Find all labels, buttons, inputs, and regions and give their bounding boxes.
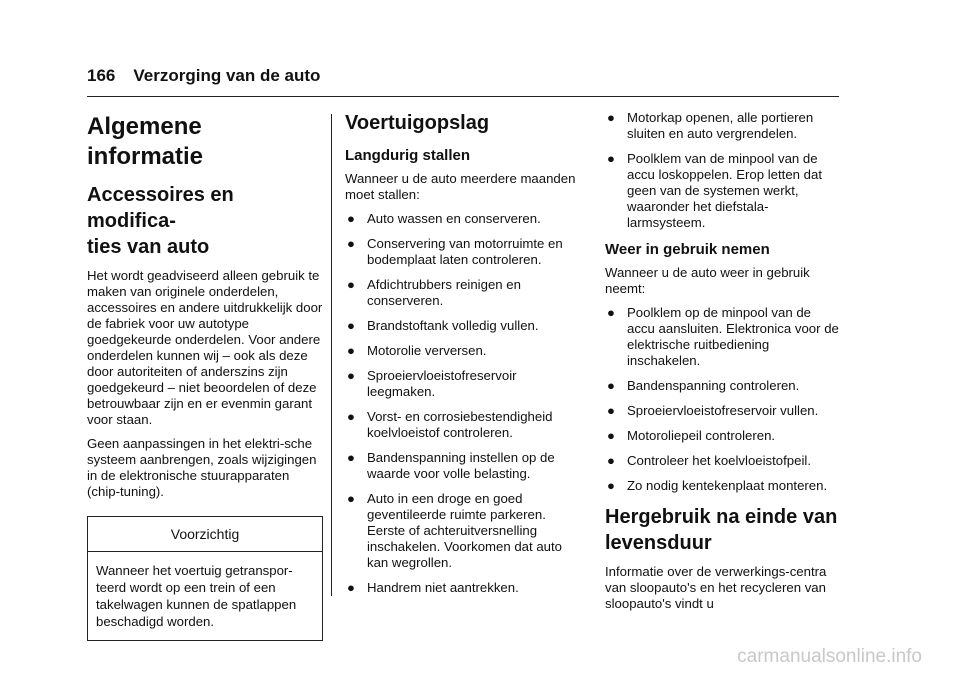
list-item [605, 110, 841, 142]
recommission-intro: Wanneer u de auto weer in gebruik neemt: [605, 265, 810, 296]
bullet-icon: ● [607, 305, 615, 320]
paragraph-electrical: Geen aanpassingen in het elektri-sche systeem aanbrengen, zoals wijzigingen in de elektronische stuurapparaten (chip-tuning). [87, 436, 317, 499]
bullet-icon: ● [347, 211, 355, 226]
list-item-text: Auto in een droge en goed geventileerde ruimte parkeren. Eerste of achteruitversnelling inschakelen. Voorkomen dat auto kan wegrollen. [367, 491, 563, 570]
list-item-text: Auto wassen en conserveren. [367, 211, 541, 226]
bullet-icon: ● [607, 403, 615, 418]
recycling-paragraph: Informatie over de verwerkings-centra van sloopauto's en het recycleren van sloopauto's vindt u [605, 564, 827, 611]
caution-title: Voorzichtig [88, 517, 322, 552]
bullet-icon: ● [347, 368, 355, 383]
section-title-general: Algemene informatie [87, 113, 204, 170]
list-item [345, 491, 581, 571]
storage-intro: Wanneer u de auto meerdere maanden moet stallen: [345, 171, 576, 202]
column-3 [605, 104, 841, 620]
list-item-text: Bandenspanning instellen op de waarde voor volle belasting. [367, 450, 555, 481]
bullet-icon: ● [607, 478, 615, 493]
bullet-icon: ● [347, 491, 355, 506]
list-item [605, 428, 841, 444]
list-item [345, 236, 581, 268]
caution-box [87, 516, 323, 641]
list-item-text: Sproeiervloeistofreservoir leegmaken. [367, 368, 517, 399]
list-item [345, 318, 581, 334]
bullet-icon: ● [607, 378, 615, 393]
column-1 [87, 104, 323, 641]
bullet-icon: ● [607, 453, 615, 468]
paragraph-accessories: Het wordt geadviseerd alleen gebruik te maken van originele onderdelen, accessoires en andere uitdrukkelijk door de fabriek voor uw autotype goedgekeurde onderdelen. Voor andere onderdelen kunnen wij – ook als deze door autoriteiten of anderszins zijn goedgekeurd – niet beoordelen of deze betrouwbaar zijn en er evenmin garant voor staan. [87, 268, 323, 427]
bullet-icon: ● [347, 580, 355, 595]
list-item [605, 151, 841, 231]
list-item-text: Motorolie verversen. [367, 343, 487, 358]
caution-text: Wanneer het voertuig getranspor-teerd wordt op een trein of een takelwagen kunnen de spatlappen beschadigd worden. [96, 563, 297, 629]
storage-list [345, 211, 581, 596]
list-item [345, 277, 581, 309]
section-title-recycling: Hergebruik na einde van levensduur [605, 506, 838, 554]
list-item [605, 478, 841, 494]
list-item [345, 409, 581, 441]
bullet-icon: ● [347, 318, 355, 333]
list-item-text: Conservering van motorruimte en bodemplaat laten controleren. [367, 236, 563, 267]
storage-list-continued [605, 110, 841, 231]
subsection-title-accessories: Accessoires en modifica- ties van auto [87, 184, 234, 258]
subsection-title-long-term: Langdurig stallen [345, 147, 471, 164]
page-header [87, 66, 320, 86]
list-item-text: Poolklem op de minpool van de accu aansluiten. Elektronica voor de elektrische ruitbediening inschakelen. [627, 305, 839, 368]
list-item [345, 343, 581, 359]
list-item [345, 450, 581, 482]
bullet-icon: ● [607, 110, 615, 125]
bullet-icon: ● [347, 236, 355, 251]
list-item-text: Bandenspanning controleren. [627, 378, 800, 393]
bullet-icon: ● [347, 450, 355, 465]
header-rule [87, 96, 839, 97]
subsection-title-recommission: Weer in gebruik nemen [605, 241, 770, 258]
bullet-icon: ● [607, 428, 615, 443]
list-item-text: Sproeiervloeistofreservoir vullen. [627, 403, 819, 418]
watermark: carmanualsonline.info [737, 646, 922, 667]
list-item [345, 368, 581, 400]
section-title-storage: Voertuigopslag [345, 112, 490, 134]
list-item-text: Handrem niet aantrekken. [367, 580, 519, 595]
list-item [605, 378, 841, 394]
bullet-icon: ● [347, 277, 355, 292]
list-item [345, 580, 581, 596]
list-item-text: Poolklem van de minpool van de accu loskoppelen. Erop letten dat geen van de systemen werkt, waaronder het diefstala-larmsysteem. [627, 151, 823, 230]
list-item-text: Zo nodig kentekenplaat monteren. [627, 478, 828, 493]
column-2 [345, 104, 581, 605]
column-divider [331, 114, 332, 596]
chapter-title: Verzorging van de auto [133, 66, 321, 85]
list-item [605, 453, 841, 469]
list-item-text: Controleer het koelvloeistofpeil. [627, 453, 811, 468]
list-item-text: Afdichtrubbers reinigen en conserveren. [367, 277, 521, 308]
list-item-text: Vorst- en corrosiebestendigheid koelvloeistof controleren. [367, 409, 553, 440]
list-item [605, 305, 841, 369]
list-item [345, 211, 581, 227]
bullet-icon: ● [607, 151, 615, 166]
list-item-text: Brandstoftank volledig vullen. [367, 318, 539, 333]
recommission-list [605, 305, 841, 494]
list-item [605, 403, 841, 419]
list-item-text: Motoroliepeil controleren. [627, 428, 776, 443]
bullet-icon: ● [347, 409, 355, 424]
page-number: 166 [87, 66, 116, 85]
list-item-text: Motorkap openen, alle portieren sluiten en auto vergrendelen. [627, 110, 814, 141]
bullet-icon: ● [347, 343, 355, 358]
